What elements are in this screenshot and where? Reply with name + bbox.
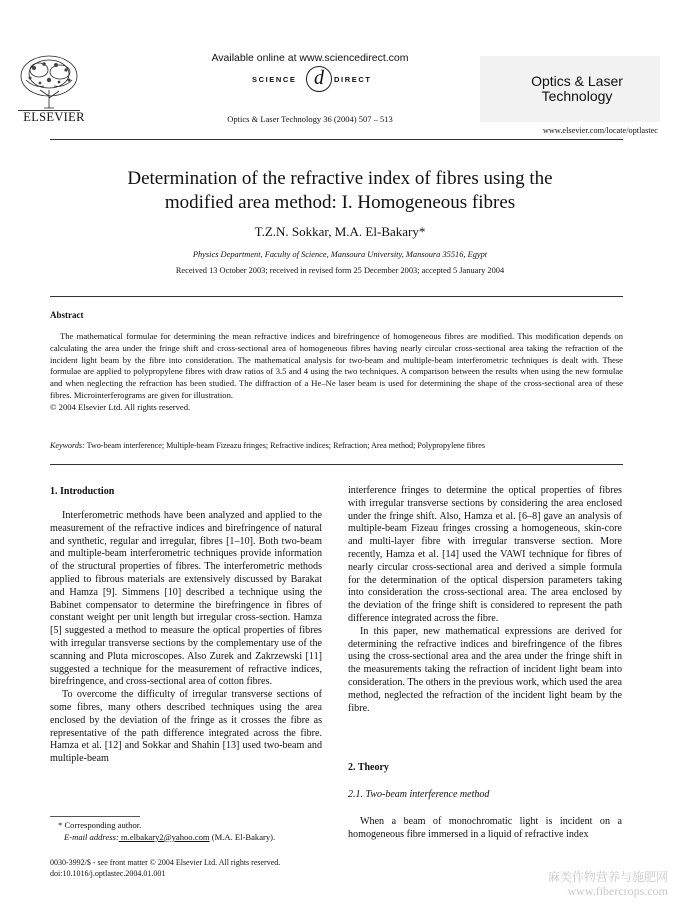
journal-name <box>502 74 652 104</box>
right-paragraph-2: In this paper, new mathematical expressions are derived for determining the refractive indices and birefringence of the fibres using the cross-sectional area and the area under the fringe shift in the measurements taking the refraction of incident light beam into consideration. The others in the previous work, which used the area method, neglected the refraction of the incident light beam by the fibre. <box>348 625 622 714</box>
publisher-name: ELSEVIER <box>23 110 85 124</box>
abstract-paragraph: The mathematical formulae for determining the mean refractive indices and birefringence of homogeneous fibres are modified. This modification depends on calculating the area under the fringe shift and cross-sectional area of homogeneous fibres having nearly circular cross-sectional area taking the refraction of the incident light beam by the fibre into consideration. The mathematical analysis for two-beam and multiple-beam interferometric techniques is dealt with. These formulae are applied to polypropylene fibres with draw ratios of 3.5 and 4 using the two techniques. A comparison between the results when using the new formulae and when neglecting the refraction has been studied. The diffraction of a He–Ne laser beam is used for determining the shape of the cross-sectional area of these fibres. Microinterferograms are given for illustration. <box>50 331 623 400</box>
email-suffix: (M.A. El-Bakary). <box>209 831 276 842</box>
journal-reference: Optics & Laser Technology 36 (2004) 507 – 513 <box>227 114 393 124</box>
abstract-top-rule <box>50 296 623 297</box>
watermark <box>548 870 668 898</box>
header-rule <box>50 139 623 140</box>
intro-paragraph-1: Interferometric methods have been analyzed and applied to the measurement of the refractive indices and birefringence of natural and synthetic, regular and irregular, fibres [1–10]. Both two-beam and multiple-beam interferometric techniques provide information of the structural properties of fibres. The interferometric methods applied to fibrous materials are extensively discussed by Barakat and Hamza [9]. Simmens [10] described a technique using the Babinet compensator to determine the birefringence in fibres of constant weight per unit length but irregular cross-section. Hamza [5] suggested a method to measure the optical properties of fibres with irregular transverse sections by the complementary use of the scanning and Pluta microscopes. Also Zurek and Zakrzewski [11] suggested a technique for the measurement of refractive indices, birefringence, and cross-sectional area of cotton fibres. <box>50 510 322 688</box>
email-line <box>50 832 275 844</box>
email-label: E-mail address: <box>64 831 119 842</box>
journal-url[interactable]: www.elsevier.com/locate/optlastec <box>542 126 658 135</box>
abstract-bottom-rule <box>50 464 623 465</box>
theory-heading: 2. Theory <box>348 762 389 773</box>
affiliation: Physics Department, Faculty of Science, Mansoura University, Mansoura 35516, Egypt <box>192 250 488 259</box>
subsection-heading: 2.1. Two-beam interference method <box>348 789 490 800</box>
watermark-line-2: www.fibercrops.com <box>567 884 669 898</box>
keywords-label: Keywords: <box>50 441 85 450</box>
issn-line: 0030-3992/$ - see front matter © 2004 Elsevier Ltd. All rights reserved. <box>50 858 281 867</box>
abstract-heading: Abstract <box>50 310 84 320</box>
sciencedirect-at-d <box>306 66 332 92</box>
title-line-2: modified area method: I. Homogeneous fibres <box>164 192 516 213</box>
authors: T.Z.N. Sokkar, M.A. El-Bakary* <box>254 224 426 239</box>
theory-paragraph-1: When a beam of monochromatic light is incident on a homogeneous fibre immersed in a liquid of refractive index <box>348 816 622 840</box>
copyright-line: © 2004 Elsevier Ltd. All rights reserved. <box>50 401 191 412</box>
sciencedirect-logo <box>250 68 380 94</box>
received-dates: Received 13 October 2003; received in revised form 25 December 2003; accepted 5 January 2004 <box>175 266 505 275</box>
theory-body <box>348 816 622 842</box>
abstract-body <box>50 331 623 414</box>
left-column <box>50 510 322 766</box>
journal-name-line1: Optics & Laser <box>531 73 623 89</box>
article-title <box>40 167 640 215</box>
email-link[interactable]: m.elbakary2@yahoo.com <box>118 831 210 842</box>
footnote-rule <box>50 816 140 817</box>
sciencedirect-d: d <box>314 67 324 89</box>
watermark-line-1: 麻类作物营养与施肥网 <box>548 870 669 884</box>
front-matter <box>50 857 280 879</box>
sciencedirect-right: DIRECT <box>334 75 372 84</box>
keywords-list: Two-beam interference; Multiple-beam Fizeazu fringes; Refractive indices; Refraction; Area method; Polypropylene fibres <box>84 441 486 450</box>
right-paragraph-1: interference fringes to determine the optical properties of fibres with irregular transverse sections by considering the area enclosed under the fringe shift. Also, Hamza et al. [6–8] gave an analysis of multiple-beam Fizeau fringes crossing a homogeneous, skin-core and multi-layer fibre with irregular transverse section. More recently, Hamza et al. [14] used the VAWI technique for fibres of nearly circular cross-sectional area and derived a simple formula for the determination of the optical dispersion parameters taking into consideration the cross-sectional area. The area enclosed by the deviation of the fringe shift is considered to represent the path difference integrated across the fibre. <box>348 485 622 624</box>
intro-paragraph-2: To overcome the difficulty of irregular transverse sections of some fibres, many others described techniques using the area enclosed by the deviation of the fringe as it crosses the fibre as representative of the path difference integrated across the fibre. Hamza et al. [12] and Sokkar and Shahin [13] used two-beam and multiple-beam <box>50 689 322 765</box>
footnote <box>50 820 275 843</box>
title-line-1: Determination of the refractive index of fibres using the <box>127 168 553 189</box>
journal-name-line2: Technology <box>541 88 613 104</box>
right-column <box>348 485 622 715</box>
intro-heading: 1. Introduction <box>50 486 115 497</box>
corresponding-author: * Corresponding author. <box>58 820 142 830</box>
doi-line[interactable]: doi:10.1016/j.optlastec.2004.01.001 <box>50 869 166 878</box>
available-online-text: Available online at www.sciencedirect.com <box>211 52 409 64</box>
keywords-line <box>50 441 623 450</box>
sciencedirect-left: SCIENCE <box>252 75 297 84</box>
